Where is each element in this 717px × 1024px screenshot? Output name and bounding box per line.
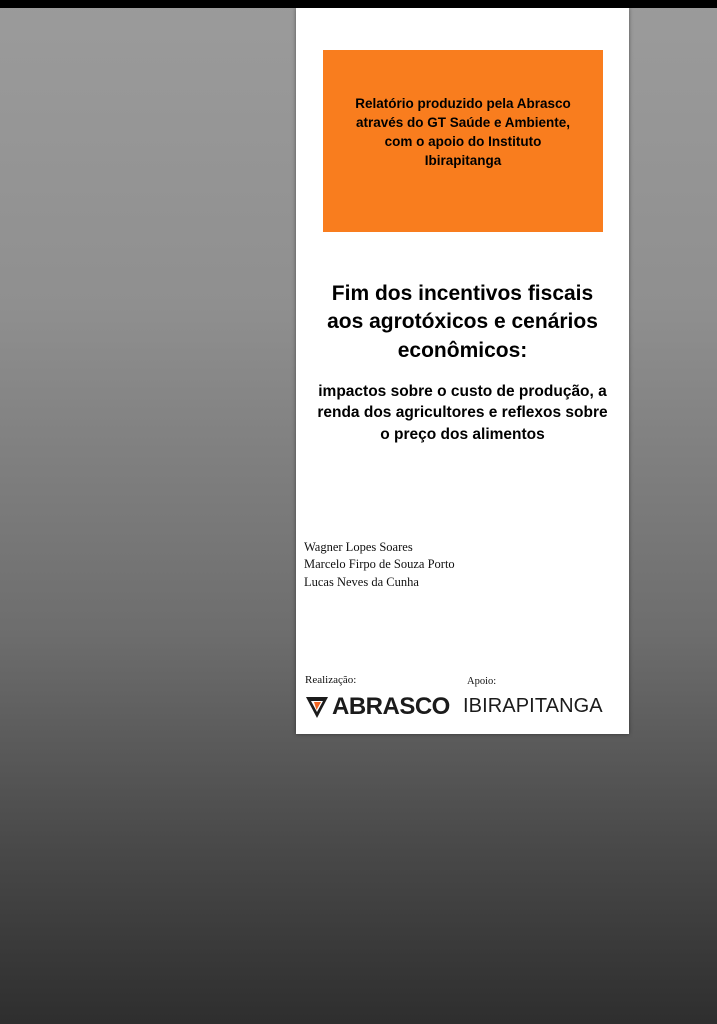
author-list: [304, 539, 604, 591]
page-title: Fim dos incentivos fiscais aos agrotóxicos e cenários econômicos:: [327, 282, 598, 362]
abrasco-logo: [304, 693, 450, 721]
ibirapitanga-logo: IBIRAPITANGA: [463, 695, 603, 717]
banner-text: Relatório produzido pela Abrasco através do GT Saúde e Ambiente, com o apoio do Instituto Ibirapitanga: [355, 96, 571, 169]
realizacao-label: Realização:: [305, 674, 357, 686]
page-subtitle: impactos sobre o custo de produção, a renda dos agricultores e reflexos sobre o preço dos alimentos: [317, 383, 608, 443]
document-page: [296, 8, 629, 734]
title-block: [314, 280, 611, 445]
apoio-label: Apoio:: [467, 676, 497, 687]
author-name: Lucas Neves da Cunha: [304, 574, 419, 589]
report-banner: [323, 50, 603, 232]
abrasco-wordmark: ABRASCO: [332, 693, 450, 720]
page-footer: [296, 663, 629, 733]
author-name: Wagner Lopes Soares: [304, 540, 413, 554]
abrasco-mark-icon: [304, 694, 330, 720]
viewer-topbar: [0, 0, 717, 8]
author-name: Marcelo Firpo de Souza Porto: [304, 557, 455, 572]
